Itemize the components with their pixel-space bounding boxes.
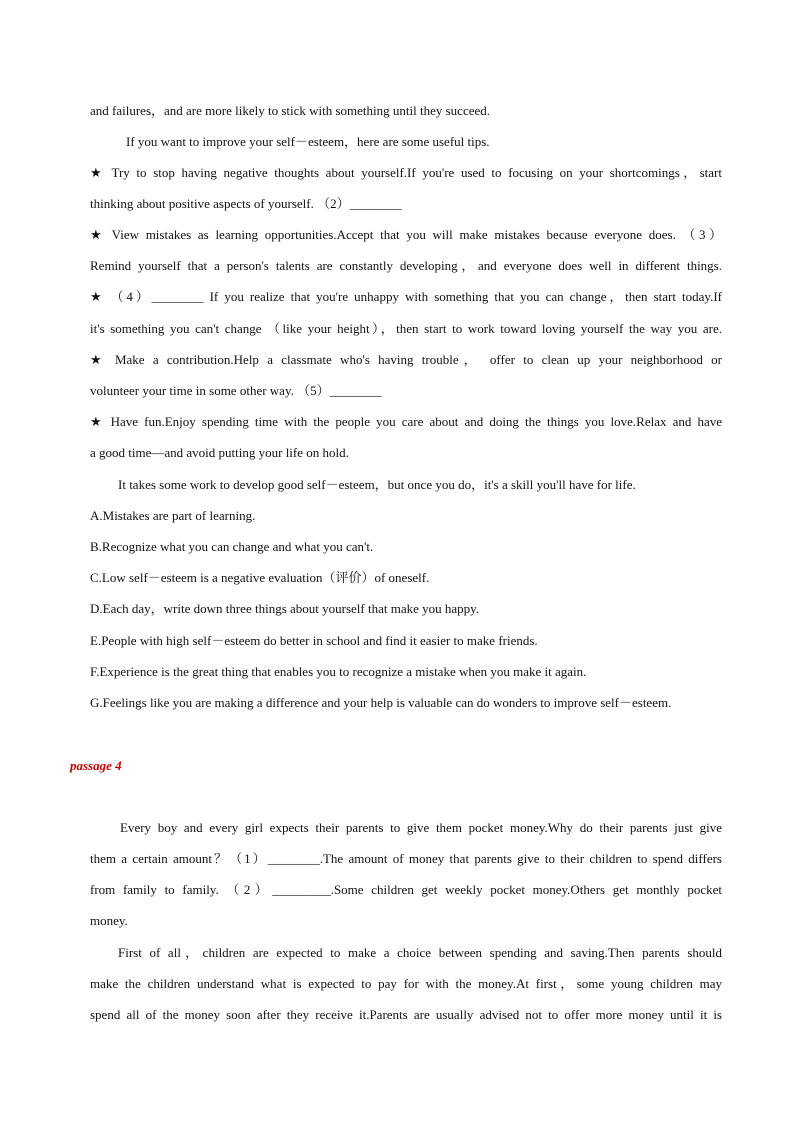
passage4-line-3: from family to family. （2）_________.Some children get weekly pocket money.Others get monthly pocket	[90, 882, 722, 897]
option-g: G.Feelings like you are making a difference and your help is valuable can do wonders to improve self－esteem.	[90, 695, 672, 710]
passage3-line-13: It takes some work to develop good self－esteem，but once you do，it's a skill you'll have for life.	[118, 477, 636, 492]
option-c: C.Low self－esteem is a negative evaluation（评价）of oneself.	[90, 570, 430, 585]
option-a: A.Mistakes are part of learning.	[90, 508, 256, 523]
passage4-line-2: them a certain amount？（1）________.The amount of money that parents give to their children to spend differs	[90, 851, 722, 866]
passage3-line-8: it's something you can't change （like your height），then start to work toward loving yourself the way you are.	[90, 321, 722, 336]
option-d: D.Each day，write down three things about yourself that make you happy.	[90, 601, 480, 616]
option-b: B.Recognize what you can change and what you can't.	[90, 539, 374, 554]
passage3-line-11: ★ Have fun.Enjoy spending time with the people you care about and doing the things you love.Relax and have	[90, 414, 722, 429]
option-e: E.People with high self－esteem do better in school and find it easier to make friends.	[90, 633, 538, 648]
passage3-line-2: If you want to improve your self－esteem，here are some useful tips.	[126, 134, 490, 149]
passage3-line-9: ★ Make a contribution.Help a classmate who's having trouble， offer to clean up your neighborhood or	[90, 352, 722, 367]
passage3-line-12: a good time—and avoid putting your life on hold.	[90, 445, 349, 460]
passage3-line-5: ★ View mistakes as learning opportunities.Accept that you will make mistakes because everyone does. （3）	[90, 227, 722, 242]
passage4-heading: passage 4	[70, 758, 122, 773]
passage4-line-6: make the children understand what is expected to pay for with the money.At first，some young children may	[90, 976, 722, 991]
passage3-line-6: Remind yourself that a person's talents are constantly developing，and everyone does well in different things.	[90, 258, 722, 273]
passage4-line-7: spend all of the money soon after they receive it.Parents are usually advised not to offer more money until it is	[90, 1007, 722, 1022]
passage3-line-1: and failures，and are more likely to stick with something until they succeed.	[90, 103, 491, 118]
option-f: F.Experience is the great thing that enables you to recognize a mistake when you make it again.	[90, 664, 587, 679]
passage3-line-3: ★ Try to stop having negative thoughts about yourself.If you're used to focusing on your shortcomings，start	[90, 165, 722, 180]
passage3-line-4: thinking about positive aspects of yourself. （2）________	[90, 196, 402, 211]
passage4-line-1: Every boy and every girl expects their parents to give them pocket money.Why do their parents just give	[120, 820, 722, 835]
passage4-line-5: First of all，children are expected to make a choice between spending and saving.Then parents should	[118, 945, 722, 960]
passage3-line-10: volunteer your time in some other way. （5）________	[90, 383, 382, 398]
passage4-line-4: money.	[90, 913, 128, 928]
passage3-line-7: ★ （4）________ If you realize that you're unhappy with something that you can change，then start today.If	[90, 289, 722, 304]
